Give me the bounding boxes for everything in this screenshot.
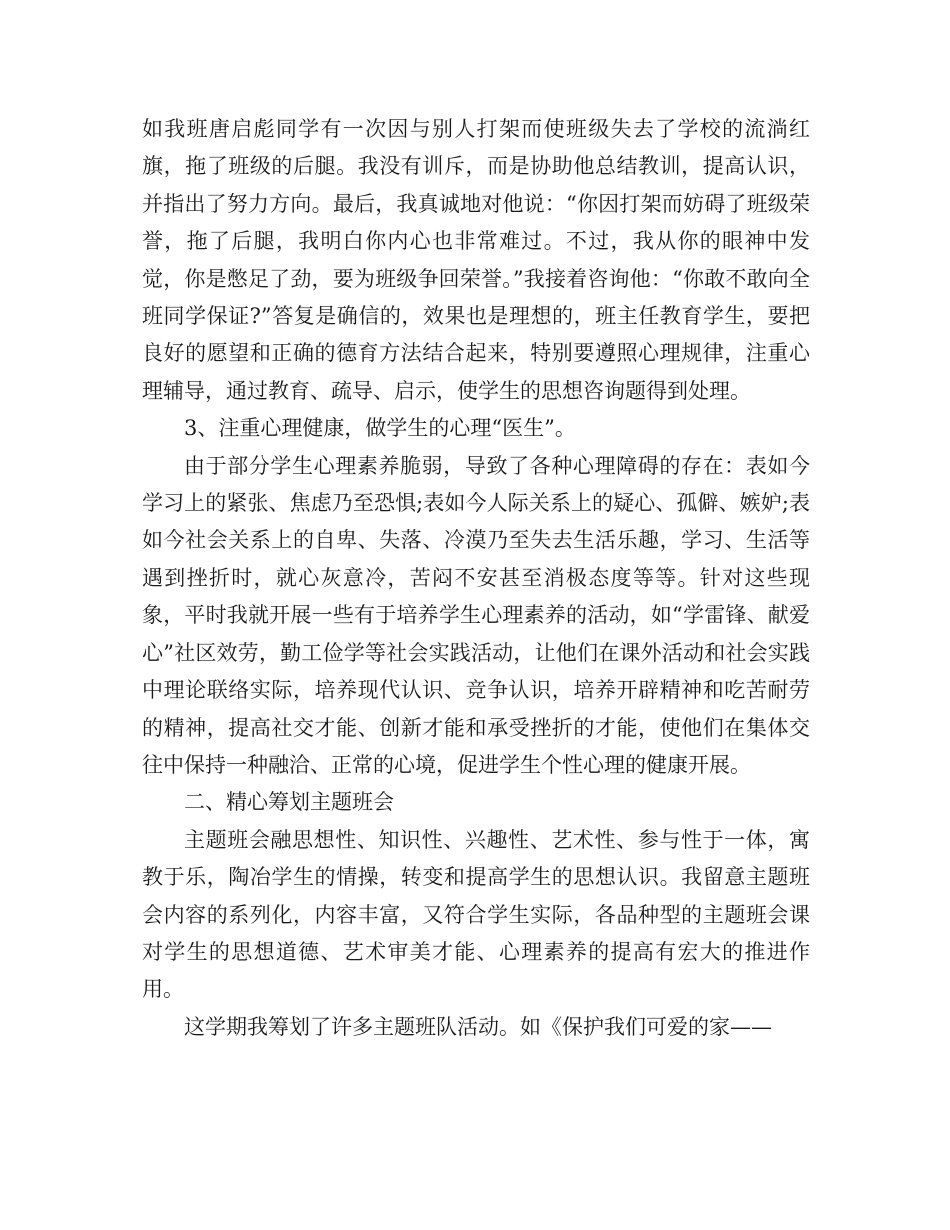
paragraph-example-story: 如我班唐启彪同学有一次因与别人打架而使班级失去了学校的流淌红旗，拖了班级的后腿。我没有训斥，而是协助他总结教训，提高认识，并指出了努力方向。最后，我真诚地对他说：“你因打架而妨碍了班级荣誉，拖了后腿，我明白你内心也非常难过。不过，我从你的眼神中发觉，你是憋足了劲，要为班级争回荣誉。”我接着咨询他：“你敢不敢向全班同学保证?”答复是确信的，效果也是理想的，班主任教育学生，要把良好的愿望和正确的德育方法结合起来，特别要遵照心理规律，注重心理辅导，通过教育、疏导、启示，使学生的思想咨询题得到处理。 xyxy=(142,117,810,403)
paragraph-theme-meeting: 主题班会融思想性、知识性、兴趣性、艺术性、参与性于一体，寓教于乐，陶冶学生的情操，转变和提高学生的思想认识。我留意主题班会内容的系列化，内容丰富，又符合学生实际，各品种型的主题班会课对学生的思想道德、艺术审美才能、心理素养的提高有宏大的推进作用。 xyxy=(142,827,810,1002)
paragraph-semester-activities: 这学期我筹划了许多主题班队活动。如《保护我们可爱的家—— xyxy=(184,1014,772,1039)
section-heading-theme-meeting: 二、精心筹划主题班会 xyxy=(184,790,394,815)
paragraph-mental-health: 由于部分学生心理素养脆弱，导致了各种心理障碍的存在：表如今学习上的紧张、焦虑乃至恐惧;表如今人际关系上的疑心、孤僻、嫉妒;表如今社会关系上的自卑、失落、冷漠乃至失去生活乐趣，学习、生活等遇到挫折时，就心灰意冷，苦闷不安甚至消极态度等等。针对这些现象，平时我就开展一些有于培养学生心理素养的活动，如“学雷锋、献爱心”社区效劳，勤工俭学等社会实践活动，让他们在课外活动和社会实践中理论联络实际，培养现代认识、竞争认识，培养开辟精神和吃苦耐劳的精神，提高社交才能、创新才能和承受挫折的才能，使他们在集体交往中保持一种融洽、正常的心境，促进学生个性心理的健康开展。 xyxy=(142,453,810,777)
section-heading-mental-health: 3、注重心理健康，做学生的心理“医生”。 xyxy=(184,416,576,441)
document-body xyxy=(142,111,810,1046)
